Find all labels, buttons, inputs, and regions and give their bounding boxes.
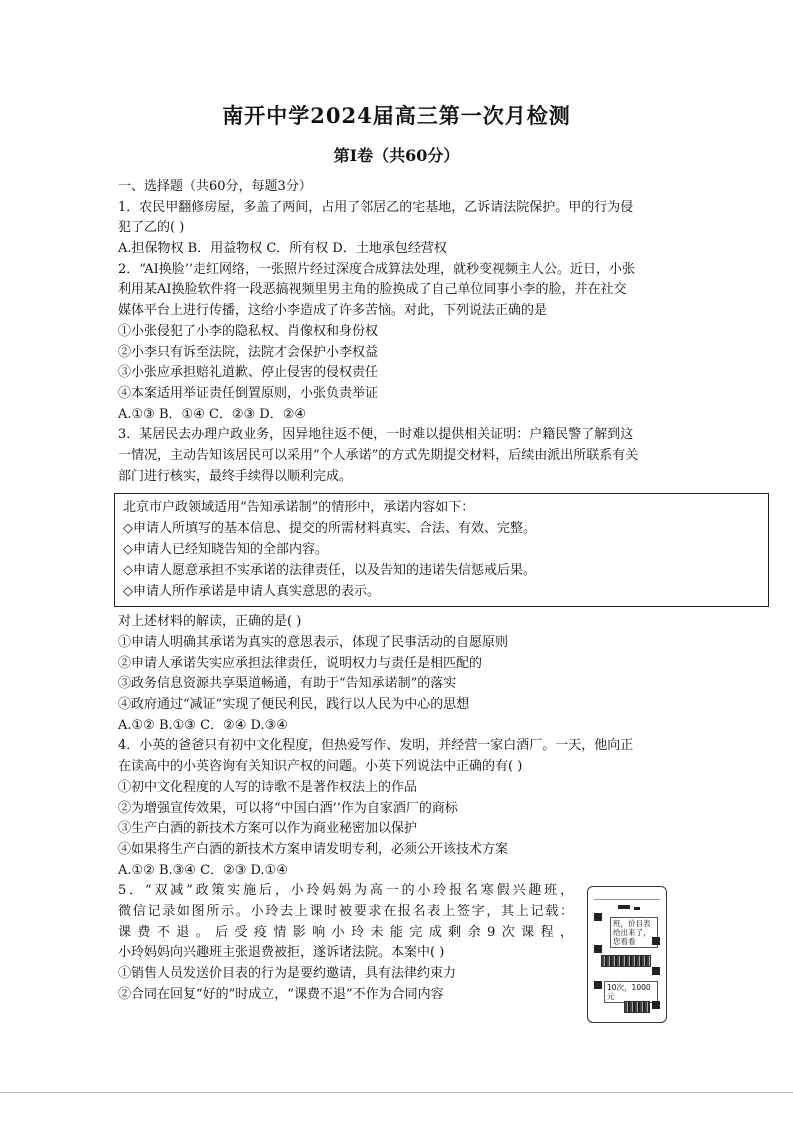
question-text: 3．某居民去办理户政业务，因异地往返不便，一时难以提供相关证明：户籍民警了解到这 <box>118 427 634 443</box>
question-text: 1．农民甲翻修房屋，多盖了两间，占用了邻居乙的宅基地，乙诉请法院保护。甲的行为侵 <box>118 199 634 215</box>
answer-options: A.①② B.①③ C．②④ D.③④ <box>118 717 288 733</box>
avatar <box>652 937 660 945</box>
box-line: ◇申请人已经知晓告知的全部内容。 <box>123 542 328 558</box>
statement-item: ②为增强宣传效果，可以将“中国白酒’’作为自家酒厂的商标 <box>118 800 458 816</box>
question-text: 4．小英的爸爸只有初中文化程度，但热爱写作、发明，并经营一家白酒厂。一天，他向正 <box>118 738 634 754</box>
question-text: 犯了乙的( ) <box>118 220 185 236</box>
question-text: 媒体平台上进行传播，这给小李造成了许多苦恼。对此，下列说法正确的是 <box>118 303 548 319</box>
statement-item: ①销售人员发送价目表的行为是要约邀请，具有法律约束力 <box>118 966 457 981</box>
statement-item: ③政务信息资源共享渠道畅通，有助于“告知承诺制”的落实 <box>118 676 457 692</box>
page-title: 南开中学2024届高三第一次月检测 <box>222 103 571 128</box>
avatar <box>594 945 602 953</box>
phone-status-bar <box>594 891 660 900</box>
question-text: 微信记录如图所示。小玲去上课时被要求在报名表上签字，其上记载： <box>118 903 573 919</box>
question-text: 5．“双减”政策实施后，小玲妈妈为高一的小玲报名寒假兴趣班， <box>118 883 573 899</box>
page-bottom-rule <box>0 1092 793 1093</box>
section-heading: 一、选择题（共60分，每题3分） <box>118 179 312 194</box>
answer-options: A.担保物权 B．用益物权 C．所有权 D．土地承包经营权 <box>118 241 447 257</box>
statement-item: ③小张应承担赔礼道歉、停止侵害的侵权责任 <box>118 365 379 381</box>
statement-item: ③生产白酒的新技术方案可以作为商业秘密加以保护 <box>118 821 418 837</box>
question-text: 在读高中的小英咨询有关知识产权的问题。小英下列说法中正确的有( ) <box>118 759 523 775</box>
box-line: ◇申请人愿意承担不实承诺的法律责任，以及告知的违诺失信惩戒后果。 <box>123 563 536 579</box>
wechat-screenshot-figure <box>587 886 667 1023</box>
statement-item: ②小李只有诉至法院，法院才会保护小李权益 <box>118 344 379 360</box>
avatar <box>652 967 660 975</box>
question-4 <box>118 736 678 881</box>
statement-item: ②合同在回复“好的”时成立，“课费不退”不作为合同内容 <box>118 986 444 1002</box>
exam-content <box>118 177 678 1005</box>
statement-item: ④本案适用举证责任倒置原则，小张负责举证 <box>118 385 379 401</box>
statement-item: ①申请人明确其承诺为真实的意思表示，体现了民事活动的自愿原则 <box>118 635 509 650</box>
box-line: 北京市户政领域适用“告知承诺制”的情形中，承诺内容如下： <box>123 500 475 516</box>
question-prompt: 对上述材料的解读，正确的是( ) <box>118 614 302 630</box>
chat-bubble: 班，价目表给出来了，您看看 <box>610 917 658 948</box>
avatar <box>652 1001 660 1009</box>
question-text: 课费不退。后受疫情影响小玲未能完成剩余9次课程， <box>118 924 573 940</box>
question-text: 2．“AI换脸’’走红网络，一张照片经过深度合成算法处理，就秒变视频主人公。近日，小张 <box>118 261 636 277</box>
question-text: 部门进行核实，最终手续得以顺利完成。 <box>118 468 353 484</box>
redacted-mark <box>634 907 640 910</box>
question-2 <box>118 260 678 426</box>
blurred-image <box>601 955 651 967</box>
box-line: ◇申请人所填写的基本信息、提交的所需材料真实、合法、有效、完整。 <box>123 521 536 537</box>
blurred-image <box>624 1001 650 1013</box>
question-5 <box>118 881 573 1005</box>
statement-item: ④政府通过“减证”实现了便民利民，践行以人民为中心的思想 <box>118 697 470 713</box>
answer-options: A.①③ B．①④ C．②③ D．②④ <box>118 406 307 422</box>
statement-item: ①小张侵犯了小李的隐私权、肖像权和身份权 <box>118 323 379 339</box>
question-text: 利用某AI换脸软件将一段恶搞视频里男主角的脸换成了自己单位同事小李的脸，并在社交 <box>118 282 627 298</box>
statement-item: ④如果将生产白酒的新技术方案申请发明专利，必须公开该技术方案 <box>118 841 509 857</box>
page-subtitle: 第I卷（共60分） <box>333 146 460 165</box>
box-line: ◇申请人所作承诺是申请人真实意思的表示。 <box>123 584 380 600</box>
material-box <box>114 493 769 607</box>
question-3 <box>118 425 678 736</box>
avatar <box>594 981 602 989</box>
question-text: 一情况，主动告知该居民可以采用“个人承诺”的方式先期提交材料，后续由派出所联系有关 <box>118 447 639 463</box>
answer-options: A.①② B.③④ C．②③ D.①④ <box>118 862 288 878</box>
statement-item: ②申请人承诺失实应承担法律责任，说明权力与责任是相匹配的 <box>118 655 483 671</box>
redacted-mark <box>618 905 630 909</box>
question-text: 小玲妈妈向兴趣班主张退费被拒，遂诉诸法院。本案中( ) <box>118 945 445 961</box>
avatar <box>594 913 602 921</box>
chat-bubble: 10次，1000元 <box>604 981 658 1003</box>
statement-item: ①初中文化程度的人写的诗歌不是著作权法上的作品 <box>118 779 418 795</box>
question-1 <box>118 198 678 260</box>
